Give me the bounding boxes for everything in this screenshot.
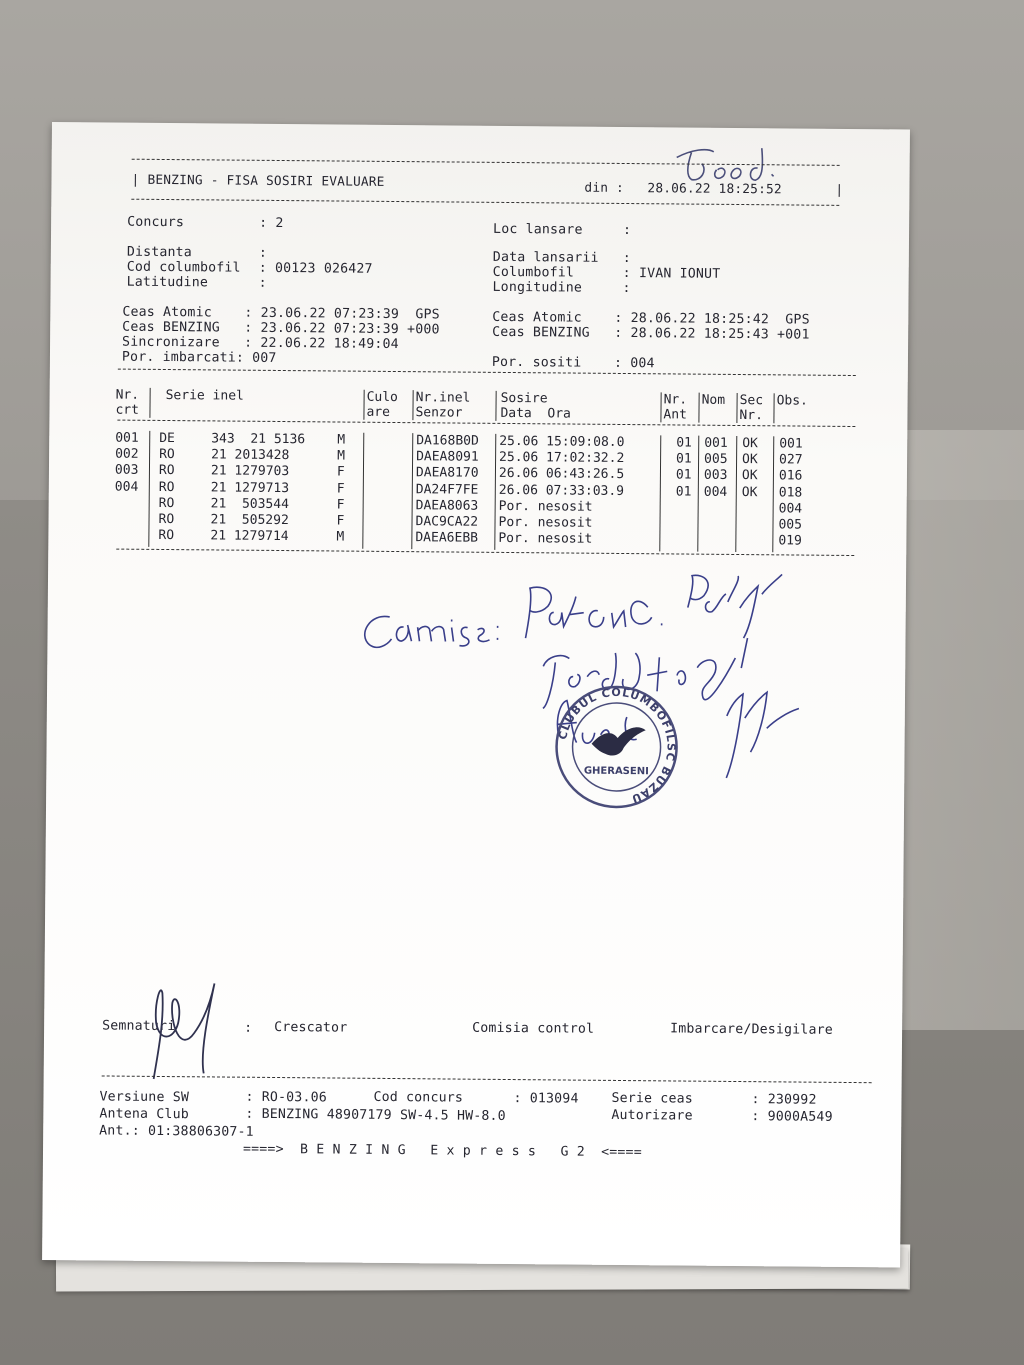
cell-sec: OK xyxy=(742,436,758,452)
stamp-inner-text: GHERASENI xyxy=(583,765,649,778)
cell-arrival: Por. nesosit xyxy=(498,514,593,531)
signatures-label: Semnaturi xyxy=(102,1018,176,1035)
stamp-outer-text: CLUBUL COLUMBOFILSC BUZAU xyxy=(556,685,678,806)
th-are: are xyxy=(366,404,391,420)
footer-versiune-value: : RO-03.06 xyxy=(245,1089,327,1106)
cell-sex: M xyxy=(337,432,346,448)
th-ant: Ant xyxy=(663,407,688,423)
footer-serie-value: : 230992 xyxy=(751,1092,817,1108)
cell-ant: 01 xyxy=(676,451,692,467)
footer-cod-value: : 013094 xyxy=(513,1091,579,1107)
arrivals-table xyxy=(115,387,856,424)
cell-nr: 003 xyxy=(114,462,139,479)
cell-obs: 001 xyxy=(779,436,803,452)
th-serie-inel: Serie inel xyxy=(165,388,244,404)
cell-sensor: DAEA8170 xyxy=(415,465,479,482)
cell-country: RO xyxy=(158,495,175,511)
th-nr-ant: Nr. xyxy=(663,392,688,408)
cell-sec: OK xyxy=(742,452,758,468)
th-nr-inel: Nr.inel xyxy=(415,390,471,406)
th-senzor: Senzor xyxy=(415,405,463,421)
table-border-top xyxy=(118,369,856,376)
info-latitudine-label: Latitudine xyxy=(126,274,209,291)
birds-arrived: Por. sositi : 004 xyxy=(491,354,655,372)
cell-sensor: DAC9CA22 xyxy=(415,514,479,530)
th-nom: Nom xyxy=(701,392,726,408)
col-divider xyxy=(659,435,661,551)
cell-sex: F xyxy=(336,497,345,513)
th-nr: Nr. xyxy=(115,387,140,403)
cell-obs: 016 xyxy=(778,468,803,484)
cell-ant: 01 xyxy=(675,484,692,500)
cell-sex: M xyxy=(336,529,345,545)
cell-obs: 027 xyxy=(779,452,803,468)
info-data-lansarii-label: Data lansarii xyxy=(492,249,599,266)
document-sheet xyxy=(42,122,910,1267)
footer-brand-line: ====> B E N Z I N G E x p r e s s G 2 <==== xyxy=(242,1141,642,1161)
cell-obs: 004 xyxy=(778,501,803,517)
clock-atomic-end: Ceas Atomic : 28.06.22 18:25:42 GPS xyxy=(492,309,810,328)
th-obs: Obs. xyxy=(776,393,808,409)
col-divider xyxy=(660,392,661,422)
cell-nom: 003 xyxy=(703,468,728,484)
header-border-bottom xyxy=(131,199,839,206)
cell-country: RO xyxy=(159,447,175,463)
cell-ring: 21 2013428 xyxy=(211,447,290,464)
cell-sec: OK xyxy=(741,484,758,500)
clock-benzing-start: Ceas BENZING : 23.06.22 07:23:39 +000 xyxy=(122,319,440,338)
cell-sex: M xyxy=(337,448,345,464)
report-date: 28.06.22 18:25:52 xyxy=(647,181,782,198)
col-divider xyxy=(362,433,364,549)
cell-sex: F xyxy=(336,513,345,529)
col-divider xyxy=(772,436,774,552)
col-divider xyxy=(697,436,699,552)
cell-country: DE xyxy=(159,430,175,447)
cell-obs: 005 xyxy=(778,517,803,533)
cell-obs: 019 xyxy=(778,533,802,549)
col-divider xyxy=(698,393,699,423)
cell-sensor: DAEA8063 xyxy=(415,497,479,514)
birds-basketed: Por. imbarcati: 007 xyxy=(121,349,277,366)
table-header-row-1 xyxy=(115,387,808,409)
clock-atomic-start: Ceas Atomic : 23.06.22 07:23:39 GPS xyxy=(122,304,440,323)
club-stamp xyxy=(551,681,682,812)
info-data-lansarii-value: : xyxy=(622,250,632,267)
footer-versiune-label: Versiune SW xyxy=(99,1089,190,1106)
th-crt: crt xyxy=(115,402,140,418)
footer-cod-label: Cod concurs xyxy=(373,1089,464,1106)
cell-nr: 002 xyxy=(115,446,139,462)
th-sosire: Sosire xyxy=(500,390,548,407)
cell-arrival: Por. nesosit xyxy=(498,531,593,547)
signature-crescator: Crescator xyxy=(274,1019,348,1036)
info-loc-lansare-label: Loc lansare xyxy=(493,221,583,238)
breeder-signature xyxy=(134,963,245,1094)
cell-arrival: Por. nesosit xyxy=(498,498,593,515)
th-sec: Sec xyxy=(739,393,764,409)
cell-ant: 01 xyxy=(675,467,692,483)
col-divider xyxy=(736,393,737,423)
cell-nom: 005 xyxy=(704,451,728,468)
info-latitudine-value: : xyxy=(258,275,267,291)
col-divider xyxy=(735,436,737,552)
cell-sec: OK xyxy=(741,468,758,484)
th-culoare: Culo xyxy=(366,389,398,406)
clock-sync: Sincronizare : 22.06.22 18:49:04 xyxy=(122,334,399,353)
signature-comisia: Comisia control xyxy=(472,1020,595,1037)
cell-ant: 01 xyxy=(676,435,692,451)
cell-ring: 21 505292 xyxy=(210,512,289,529)
report-title: BENZING - FISA SOSIRI EVALUARE xyxy=(147,172,385,190)
footer-ant-line: Ant.: 01:38806307-1 xyxy=(99,1123,254,1140)
info-columbofil-label: Columbofil xyxy=(492,264,575,281)
cell-country: RO xyxy=(158,511,175,528)
cell-sensor: DA168B0D xyxy=(416,433,479,449)
footer-autorizare-label: Autorizare xyxy=(611,1107,693,1124)
col-divider xyxy=(494,434,496,550)
cell-country: RO xyxy=(158,463,175,479)
footer-serie-label: Serie ceas xyxy=(611,1090,693,1107)
info-longitudine-value: : xyxy=(622,280,631,297)
cell-sensor: DA24F7FE xyxy=(415,481,479,498)
cell-arrival: 25.06 17:02:32.2 xyxy=(499,450,625,467)
footer-antena-value: : BENZING 48907179 SW-4.5 HW-8.0 xyxy=(245,1106,506,1124)
cell-ring: 343 21 5136 xyxy=(211,431,306,448)
signature-imbarcare: Imbarcare/Desigilare xyxy=(670,1021,833,1038)
th-data-ora: Data Ora xyxy=(500,405,571,422)
info-cod-label: Cod columbofil xyxy=(126,259,241,276)
th-sec-nr: Nr. xyxy=(739,408,764,424)
col-divider xyxy=(363,390,364,420)
cell-sex: F xyxy=(336,464,345,480)
cell-nom: 004 xyxy=(703,484,728,500)
cell-ring: 21 1279713 xyxy=(210,479,290,496)
cell-ring: 21 1279703 xyxy=(210,463,290,480)
info-cod-value: : 00123 026427 xyxy=(258,260,373,277)
col-divider xyxy=(773,393,774,423)
info-distanta-label: Distanta xyxy=(126,244,193,261)
col-divider xyxy=(412,390,413,420)
cell-arrival: 25.06 15:09:08.0 xyxy=(499,433,625,451)
cell-country: RO xyxy=(158,528,175,544)
cell-sensor: DAEA8091 xyxy=(416,449,479,465)
cell-nr: 004 xyxy=(114,479,139,495)
cell-nr: 001 xyxy=(115,430,139,446)
footer-autorizare-value: : 9000A549 xyxy=(751,1109,833,1125)
cell-arrival: 26.06 06:43:26.5 xyxy=(498,466,625,483)
cell-sensor: DAEA6EBB xyxy=(415,530,479,546)
cell-country: RO xyxy=(158,479,175,495)
info-distanta-value: : xyxy=(258,245,268,261)
table-header-row-2 xyxy=(115,402,764,424)
report-date-label: din : xyxy=(584,180,625,196)
cell-arrival: 26.06 07:33:03.9 xyxy=(498,482,625,499)
cell-ring: 21 1279714 xyxy=(210,528,289,545)
cell-ring: 21 503544 xyxy=(210,496,290,512)
info-loc-lansare-value: : xyxy=(623,222,632,239)
footer-antena-label: Antena Club xyxy=(99,1106,189,1123)
signatures-colon: : xyxy=(244,1020,253,1036)
col-divider xyxy=(411,433,413,549)
table-body xyxy=(114,430,855,549)
header-right-bar: | xyxy=(835,182,844,198)
cell-obs: 018 xyxy=(778,484,803,501)
col-divider xyxy=(495,391,496,421)
info-longitudine-label: Longitudine xyxy=(492,279,583,296)
clock-benzing-end: Ceas BENZING : 28.06.22 18:25:43 +001 xyxy=(492,324,810,343)
info-concurs-label: Concurs xyxy=(127,214,185,231)
info-concurs-value: : 2 xyxy=(259,215,284,232)
cell-nom: 001 xyxy=(704,435,728,451)
header-left-bar: | xyxy=(131,172,140,188)
cell-sex: F xyxy=(336,481,345,497)
info-columbofil-value: : IVAN IONUT xyxy=(622,265,721,282)
table-border-bottom xyxy=(116,549,854,556)
